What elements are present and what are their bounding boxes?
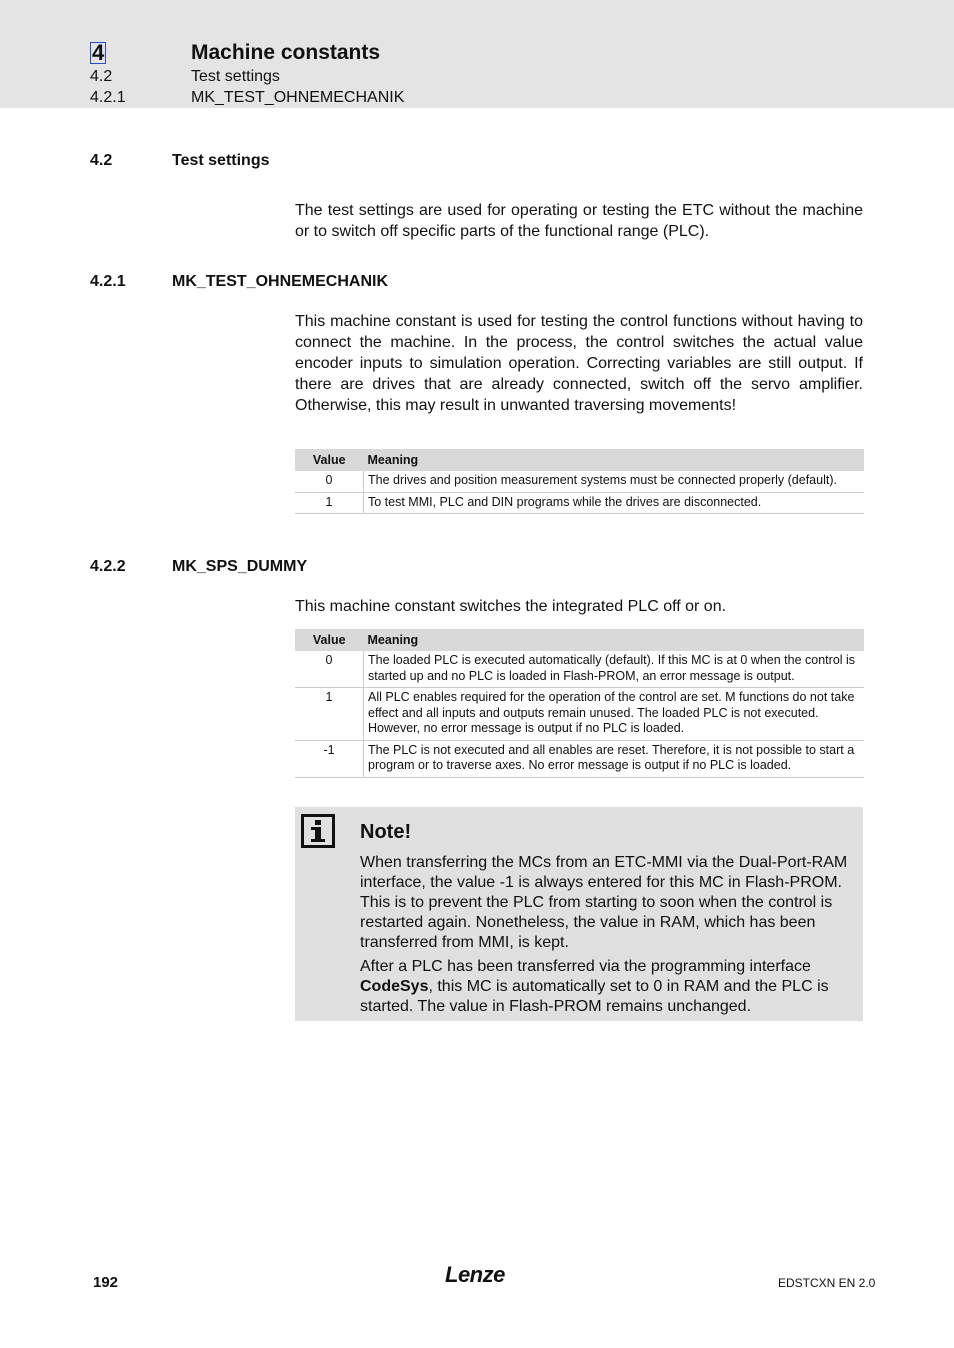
table-header-row — [295, 629, 864, 651]
chapter-title: Machine constants — [191, 41, 381, 64]
section-paragraph: The test settings are used for operating or testing the ETC without the machine or to switch off specific parts of the functional range (PLC). — [295, 202, 863, 240]
document-id: EDSTCXN EN 2.0 — [778, 1276, 876, 1290]
note-box — [295, 807, 863, 1021]
header-band — [0, 0, 954, 108]
section-paragraph: This machine constant is used for testing the control functions without having to connect the machine. In the process, the control switches the actual value encoder inputs to simulation operation. Correcting variables are still output. If there are drives that are already connected, switch off the servo amplifier. Otherwise, this may result in unwanted traversing movements! — [295, 313, 863, 414]
table-row — [295, 688, 864, 741]
note-paragraph — [360, 957, 855, 1017]
brand-logo: Lenze — [445, 1262, 505, 1287]
section-number: 4.2 — [90, 152, 113, 169]
table-cell-value: 1 — [295, 492, 364, 514]
header-subsection-title: MK_TEST_OHNEMECHANIK — [191, 89, 405, 106]
table-cell-value: -1 — [295, 740, 364, 777]
section-number: 4.2.2 — [90, 558, 126, 575]
table-cell-meaning: The PLC is not executed and all enables are reset. Therefore, it is not possible to start a program or to traverse axes. No error message is output if no PLC is loaded. — [364, 740, 865, 777]
table-row — [295, 740, 864, 777]
table-row — [295, 651, 864, 688]
note-title: Note! — [360, 821, 412, 843]
section-paragraph: This machine constant switches the integrated PLC off or on. — [295, 598, 727, 615]
table-cell-value: 0 — [295, 471, 364, 492]
column-header: Value — [295, 449, 364, 471]
table-cell-meaning: To test MMI, PLC and DIN programs while the drives are disconnected. — [364, 492, 865, 514]
column-header: Meaning — [364, 629, 865, 651]
page-number: 192 — [93, 1274, 119, 1291]
value-table — [295, 449, 864, 514]
table-row — [295, 492, 864, 514]
table-cell-meaning: The loaded PLC is executed automatically (default). If this MC is at 0 when the control is started up and no PLC is loaded in Flash-PROM, an error message is output. — [364, 651, 865, 688]
table-row — [295, 471, 864, 492]
note-paragraph: When transferring the MCs from an ETC-MMI via the Dual-Port-RAM interface, the value -1 is always entered for this MC in Flash-PROM. This is to prevent the PLC from starting to soon when the control is restarted again. Nonetheless, the value in RAM, which has been transferred from MMI, is kept. — [360, 854, 848, 951]
note-text: After a PLC has been transferred via the programming interface — [360, 958, 811, 975]
section-title: Test settings — [172, 152, 270, 169]
section-number: 4.2.1 — [90, 273, 126, 290]
section-title: MK_TEST_OHNEMECHANIK — [172, 273, 389, 290]
value-table — [295, 629, 864, 778]
chapter-number[interactable]: 4 — [92, 40, 105, 65]
info-icon — [301, 814, 335, 848]
table-cell-value: 1 — [295, 688, 364, 741]
header-section-title: Test settings — [191, 68, 280, 85]
header-section-number: 4.2 — [90, 68, 113, 85]
note-text: , this MC is automatically set to 0 in RAM and the PLC is started. The value in Flash-PROM remains unchanged. — [360, 978, 829, 1015]
note-keyword: CodeSys — [360, 978, 429, 995]
column-header: Meaning — [364, 449, 865, 471]
section-title: MK_SPS_DUMMY — [172, 558, 308, 575]
header-subsection-number: 4.2.1 — [90, 89, 126, 106]
table-cell-meaning: The drives and position measurement systems must be connected properly (default). — [364, 471, 865, 492]
table-cell-value: 0 — [295, 651, 364, 688]
table-cell-meaning: All PLC enables required for the operation of the control are set. M functions do not take effect and all inputs and outputs remain unused. The loaded PLC is not executed. However, no error message is output if no PLC is loaded. — [364, 688, 865, 741]
table-header-row — [295, 449, 864, 471]
column-header: Value — [295, 629, 364, 651]
